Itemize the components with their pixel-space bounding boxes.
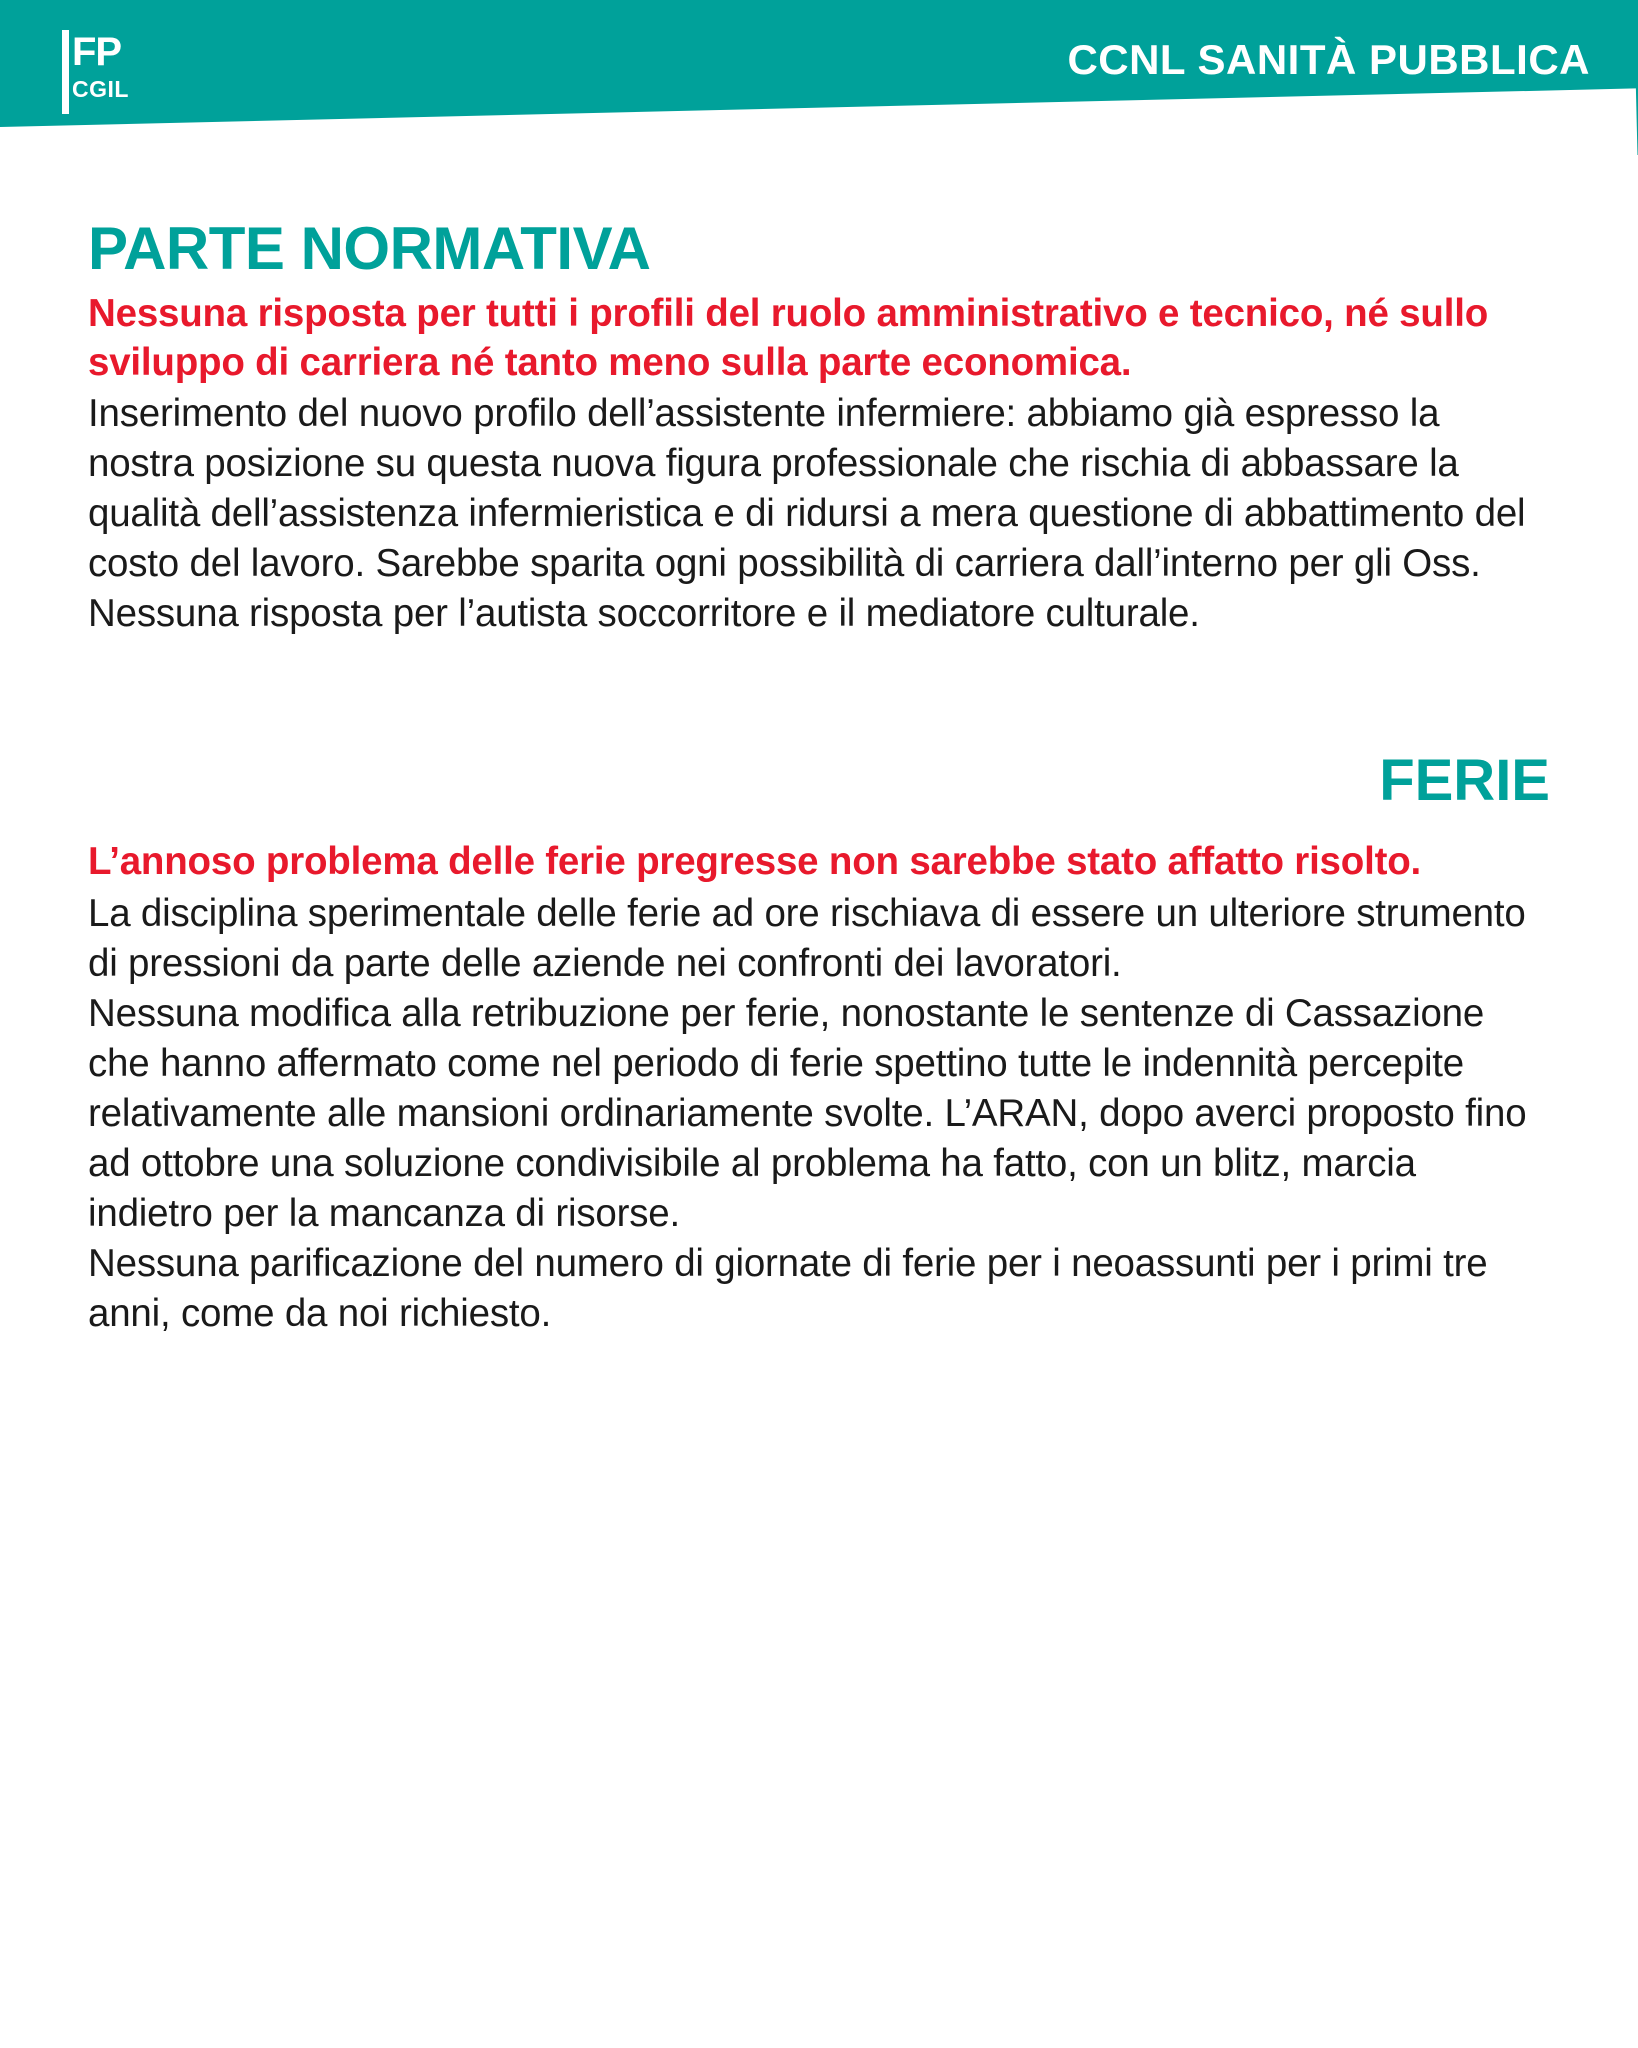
section-spacer xyxy=(88,639,1550,751)
logo-bar xyxy=(62,30,69,114)
section-2-lead-paragraph: L’annoso problema delle ferie pregresse non sarebbe stato affatto risolto. xyxy=(88,840,1422,884)
page-header xyxy=(0,0,1638,155)
section-1-body-paragraph: Inserimento del nuovo profilo dell’assistente infermiere: abbiamo già espresso la nostra posizione su questa nuova figura professionale che rischia di abbassare la qualità dell’assistenza infermieristica e di ridursi a mera questione di abbattimento del costo del lavoro. Sarebbe sparita ogni possibilità di carriera dall’interno per gli Oss. Nessuna risposta per l’autista soccorritore e il mediatore culturale. xyxy=(88,392,1526,636)
logo-cgil-text: CGIL xyxy=(72,76,129,102)
fp-cgil-logo xyxy=(62,30,154,112)
section-2-paragraph-2: Nessuna modifica alla retribuzione per ferie, nonostante le sentenze di Cassazione che hanno affermato come nel periodo di ferie spettino tutte le indennità percepite relativamente alle mansioni ordinariamente svolte. L’ARAN, dopo averci proposto fino ad ottobre una soluzione condivisibile al problema ha fatto, con un blitz, marcia indietro per la mancanza di risorse. xyxy=(88,991,1527,1235)
section-title-parte-normativa: PARTE NORMATIVA xyxy=(88,215,651,282)
section-2-paragraph-3: Nessuna parificazione del numero di giornate di ferie per i neoassunti per i primi tre anni, come da noi richiesto. xyxy=(88,1241,1488,1335)
section-title-ferie: FERIE xyxy=(1379,748,1550,814)
logo-fp-text: FP xyxy=(72,30,122,74)
section-2-paragraph-1: La disciplina sperimentale delle ferie ad ore rischiava di essere un ulteriore strumento di pressioni da parte delle aziende nei confronti dei lavoratori. xyxy=(88,891,1526,985)
header-title: CCNL SANITÀ PUBBLICA xyxy=(1067,36,1590,83)
section-1-lead-paragraph: Nessuna risposta per tutti i profili del ruolo amministrativo e tecnico, né sullo sviluppo di carriera né tanto meno sulla parte economica. xyxy=(88,292,1489,384)
page-content xyxy=(0,217,1638,1339)
